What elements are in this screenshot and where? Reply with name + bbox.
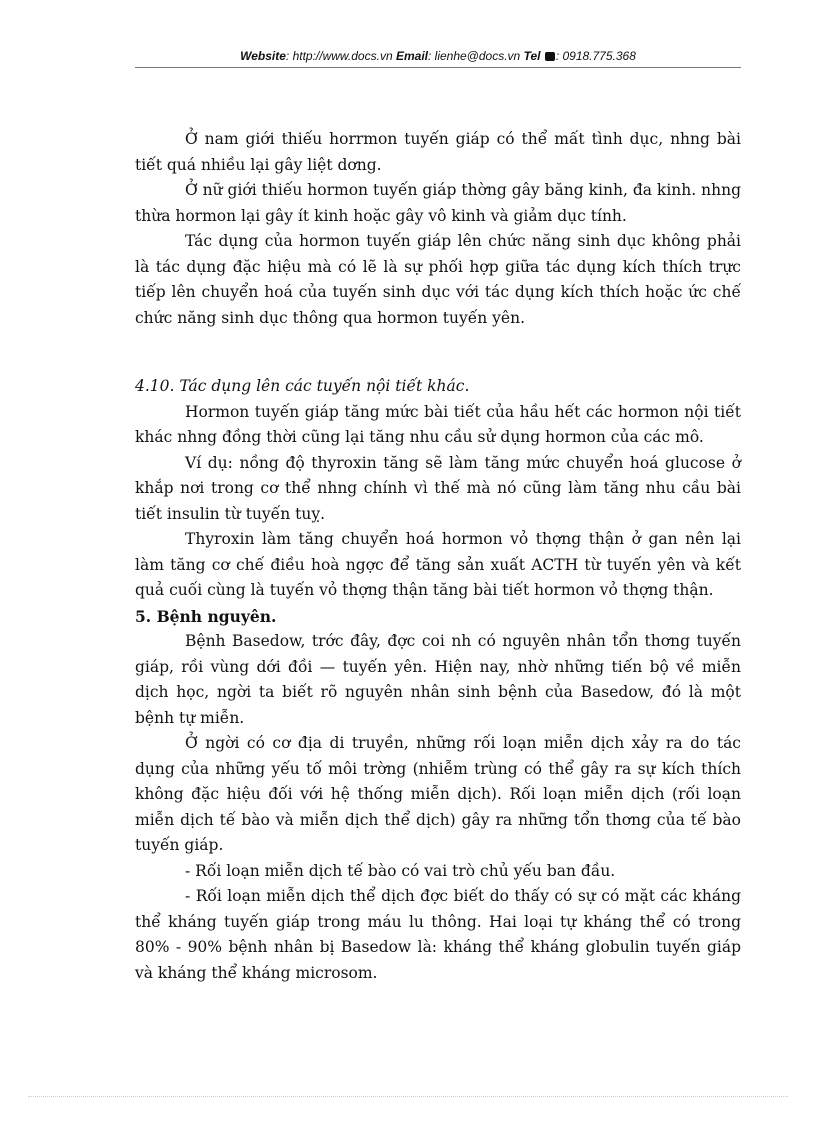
website-label: Website [240,49,286,63]
email-value: : lienhe@docs.vn [427,49,521,63]
paragraph: Hormon tuyến giáp tăng mức bài tiết của hầu hết các hormon nội tiết khác nhng đồng thời cũng lại tăng nhu cầu sử dụng hormon của các mô. [135,402,741,446]
paragraph: Ở ngời có cơ địa di truyền, những rối loạn miễn dịch xảy ra do tác dụng của những yếu tố môi trờng (nhiễm trùng có thể gây ra sự kích thích không đặc hiệu đối với hệ thống miễn dịch). Rối loạn miễn dịch (rối loạn miễn dịch tế bào và miễn dịch thể dịch) gây ra những tổn thơng của tế bào tuyến giáp. [135,734,741,854]
section-heading: 4.10. Tác dụng lên các tuyến nội tiết khác. [135,377,470,395]
section-heading: 5. Bệnh nguyên. [135,606,277,626]
tel-label: Tel [523,49,541,63]
paragraph: - Rối loạn miễn dịch tế bào có vai trò chủ yếu ban đầu. [185,861,616,880]
paragraph: - Rối loạn miễn dịch thể dịch đợc biết do thấy có sự có mặt các kháng thể kháng tuyến giáp trong máu lu thông. Hai loại tự kháng thể có trong 80% - 90% bệnh nhân bị Basedow là: kháng thể kháng globulin tuyến giáp và kháng thể kháng microsom. [135,887,741,982]
footer-divider [28,1096,788,1097]
paragraph: Ở nữ giới thiếu hormon tuyến giáp thờng gây băng kinh, đa kinh. nhng thừa hormon lại gây ít kinh hoặc gây vô kinh và giảm dục tính. [135,181,741,225]
tel-value: : 0918.775.368 [555,49,636,63]
paragraph: Thyroxin làm tăng chuyển hoá hormon vỏ thợng thận ở gan nên lại làm tăng cơ chế điều hoà ngợc để tăng sản xuất ACTH từ tuyến yên và kết quả cuối cùng là tuyến vỏ thợng thận tăng bài tiết hormon vỏ thợng thận. [135,530,741,599]
page-header [135,46,741,68]
website-value: : http://www.docs.vn [285,49,393,63]
paragraph: Ở nam giới thiếu horrmon tuyến giáp có thể mất tình dục, nhng bài tiết quá nhiều lại gây liệt dơng. [135,130,741,174]
paragraph: Tác dụng của hormon tuyến giáp lên chức năng sinh dục không phải là tác dụng đặc hiệu mà có lẽ là sự phối hợp giữa tác dụng kích thích trực tiếp lên chuyển hoá của tuyến sinh dục với tác dụng kích thích hoặc ức chế chức năng sinh dục thông qua hormon tuyến yên. [135,232,741,327]
phone-icon [545,52,555,61]
paragraph: Bệnh Basedow, trớc đây, đợc coi nh có nguyên nhân tổn thơng tuyến giáp, rồi vùng dới đồi — tuyến yên. Hiện nay, nhờ những tiến bộ về miễn dịch học, ngời ta biết rõ nguyên nhân sinh bệnh của Basedow, đó là một bệnh tự miễn. [135,632,741,727]
paragraph: Ví dụ: nồng độ thyroxin tăng sẽ làm tăng mức chuyển hoá glucose ở khắp nơi trong cơ thể nhng chính vì thế mà nó cũng làm tăng nhu cầu bài tiết insulin từ tuyến tuỵ. [135,453,741,523]
email-label: Email [395,49,428,63]
document-body [135,127,741,986]
